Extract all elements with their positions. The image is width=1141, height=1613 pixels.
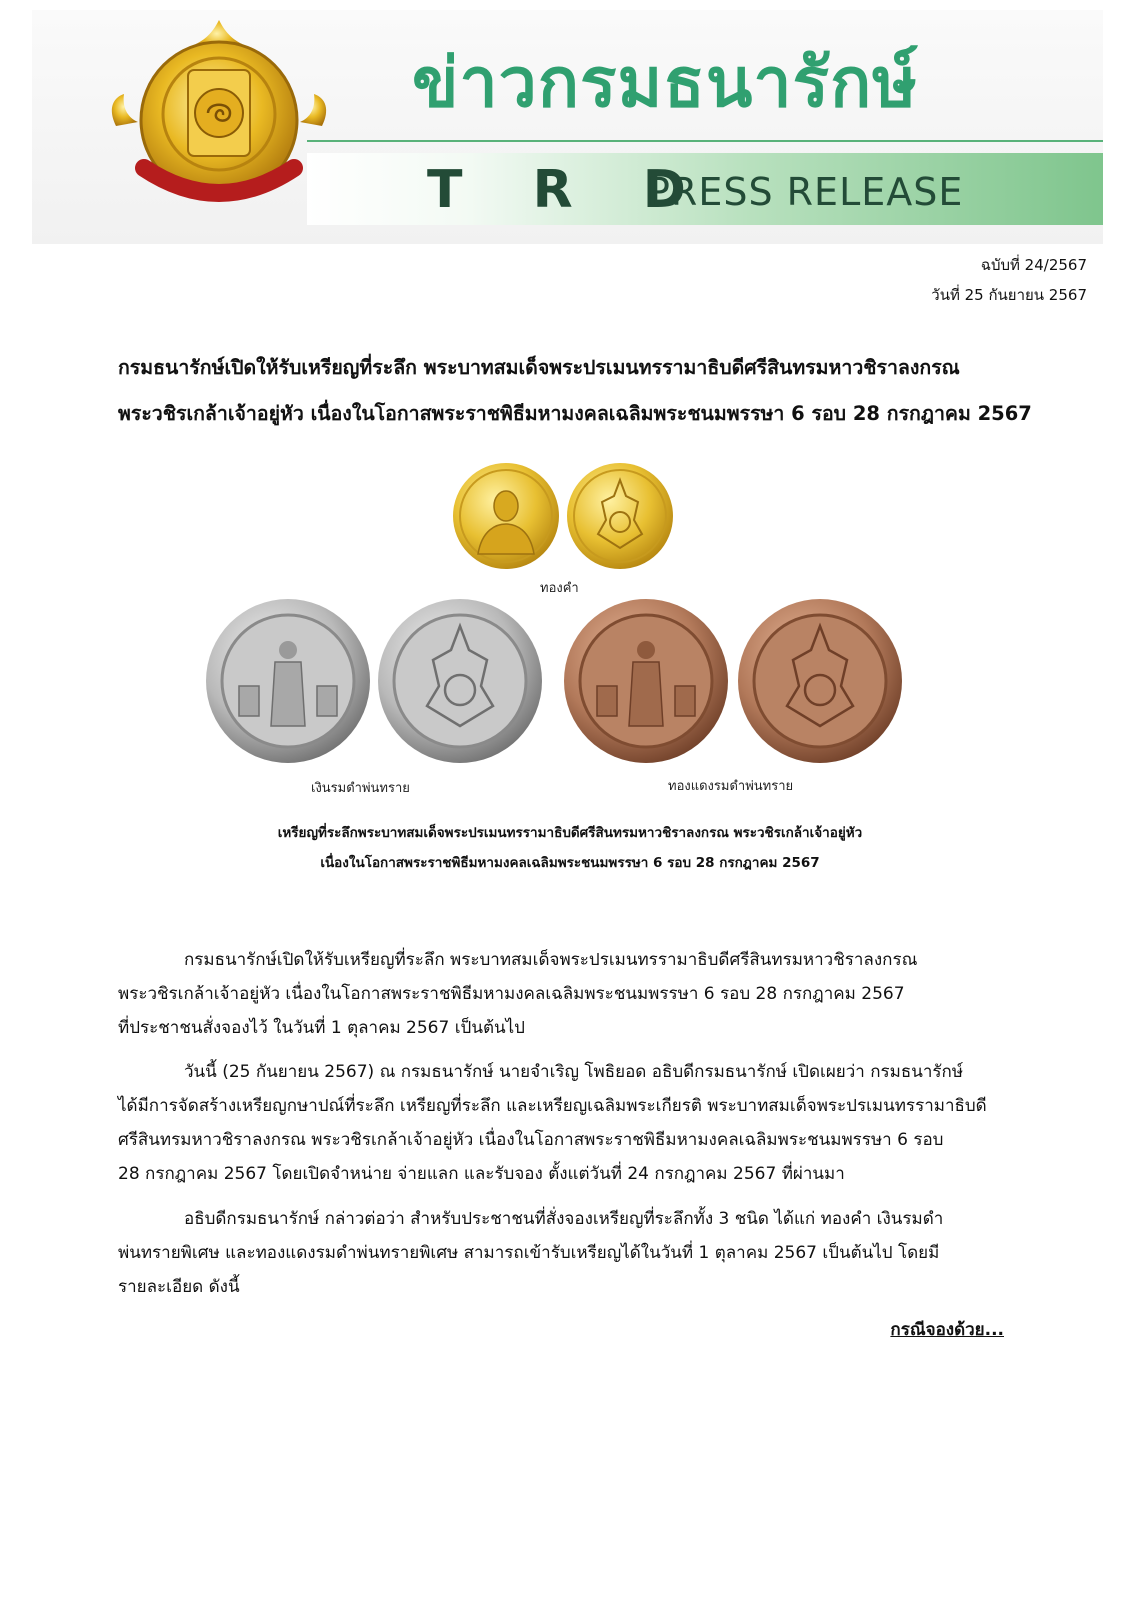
p2-line-2: ได้มีการจัดสร้างเหรียญกษาปณ์ที่ระลึก เหรียญที่ระลึก และเหรียญเฉลิมพระเกียรติ พระบาทสมเด็จพระปรเมนทรรามาธิบดี bbox=[118, 1096, 987, 1116]
silver-label: เงินรมดำพ่นทราย bbox=[311, 781, 410, 796]
gold-label: ทองคำ bbox=[540, 581, 579, 596]
p1-line-1: กรมธนารักษ์เปิดให้รับเหรียญที่ระลึก พระบาทสมเด็จพระปรเมนทรรามาธิบดีศรีสินทรมหาวชิราลงกรณ bbox=[184, 950, 918, 970]
bronze-medal-reverse bbox=[737, 598, 903, 764]
royal-emblem-medal-icon bbox=[737, 598, 903, 764]
silver-medal-obverse bbox=[205, 598, 371, 764]
issue-number: ฉบับที่ 24/2567 bbox=[980, 256, 1087, 274]
header-rule bbox=[307, 140, 1103, 142]
gold-medal-obverse bbox=[452, 462, 560, 570]
bronze-medal-obverse bbox=[563, 598, 729, 764]
headline-line-2: พระวชิรเกล้าเจ้าอยู่หัว เนื่องในโอกาสพระราชพิธีมหามงคลเฉลิมพระชนมพรรษา 6 รอบ 28 กรกฎาคม 2567 bbox=[118, 402, 1032, 425]
treasury-department-logo bbox=[104, 18, 334, 218]
press-release-label: PRESS RELEASE bbox=[647, 170, 964, 214]
paragraph-2 bbox=[118, 1055, 1023, 1191]
continued-marker: กรณีจองด้วย... bbox=[890, 1320, 1004, 1340]
portrait-medal-icon bbox=[452, 462, 560, 570]
caption-line-2: เนื่องในโอกาสพระราชพิธีมหามงคลเฉลิมพระชนมพรรษา 6 รอบ 28 กรกฎาคม 2567 bbox=[320, 855, 820, 871]
p1-line-2: พระวชิรเกล้าเจ้าอยู่หัว เนื่องในโอกาสพระราชพิธีมหามงคลเฉลิมพระชนมพรรษา 6 รอบ 28 กรกฎาคม 2567 bbox=[118, 984, 905, 1004]
caption-line-1: เหรียญที่ระลึกพระบาทสมเด็จพระปรเมนทรรามาธิบดีศรีสินทรมหาวชิราลงกรณ พระวชิรเกล้าเจ้าอยู่หัว bbox=[277, 825, 863, 841]
brand-trd: T R D bbox=[427, 160, 712, 220]
issue-info bbox=[931, 250, 1087, 310]
silver-medal-reverse bbox=[377, 598, 543, 764]
p1-line-3: ที่ประชาชนสั่งจองไว้ ในวันที่ 1 ตุลาคม 2567 เป็นต้นไป bbox=[118, 1018, 525, 1038]
issue-date: วันที่ 25 กันยายน 2567 bbox=[931, 286, 1087, 304]
p2-line-4: 28 กรกฎาคม 2567 โดยเปิดจำหน่าย จ่ายแลก และรับจอง ตั้งแต่วันที่ 24 กรกฎาคม 2567 ที่ผ่านมา bbox=[118, 1164, 845, 1184]
paragraph-3 bbox=[118, 1202, 1023, 1304]
headline bbox=[118, 345, 1078, 437]
p2-line-1: วันนี้ (25 กันยายน 2567) ณ กรมธนารักษ์ นายจำเริญ โพธิยอด อธิบดีกรมธนารักษ์ เปิดเผยว่า กรมธนารักษ์ bbox=[184, 1062, 964, 1082]
p3-line-1: อธิบดีกรมธนารักษ์ กล่าวต่อว่า สำหรับประชาชนที่สั่งจองเหรียญที่ระลึกทั้ง 3 ชนิด ได้แก่ ทองคำ เงินรมดำ bbox=[184, 1209, 944, 1229]
p2-line-3: ศรีสินทรมหาวชิราลงกรณ พระวชิรเกล้าเจ้าอยู่หัว เนื่องในโอกาสพระราชพิธีมหามงคลเฉลิมพระชนมพรรษา 6 รอบ bbox=[118, 1130, 944, 1150]
medal-caption bbox=[120, 818, 1020, 878]
bronze-label: ทองแดงรมดำพ่นทราย bbox=[668, 779, 794, 794]
logo-emblem-icon bbox=[104, 18, 334, 218]
paragraph-1 bbox=[118, 943, 1023, 1045]
header-banner bbox=[32, 10, 1103, 244]
press-title-thai: ข่าวกรมธนารักษ์ bbox=[412, 44, 919, 123]
royal-emblem-medal-icon bbox=[566, 462, 674, 570]
headline-line-1: กรมธนารักษ์เปิดให้รับเหรียญที่ระลึก พระบาทสมเด็จพระปรเมนทรรามาธิบดีศรีสินทรมหาวชิราลงกรณ bbox=[118, 356, 960, 379]
p3-line-3: รายละเอียด ดังนี้ bbox=[118, 1277, 240, 1297]
royal-emblem-medal-icon bbox=[377, 598, 543, 764]
gold-medal-reverse bbox=[566, 462, 674, 570]
p3-line-2: พ่นทรายพิเศษ และทองแดงรมดำพ่นทรายพิเศษ สามารถเข้ารับเหรียญได้ในวันที่ 1 ตุลาคม 2567 เป็นต้นไป โดยมี bbox=[118, 1243, 940, 1263]
standing-king-medal-icon bbox=[205, 598, 371, 764]
standing-king-medal-icon bbox=[563, 598, 729, 764]
